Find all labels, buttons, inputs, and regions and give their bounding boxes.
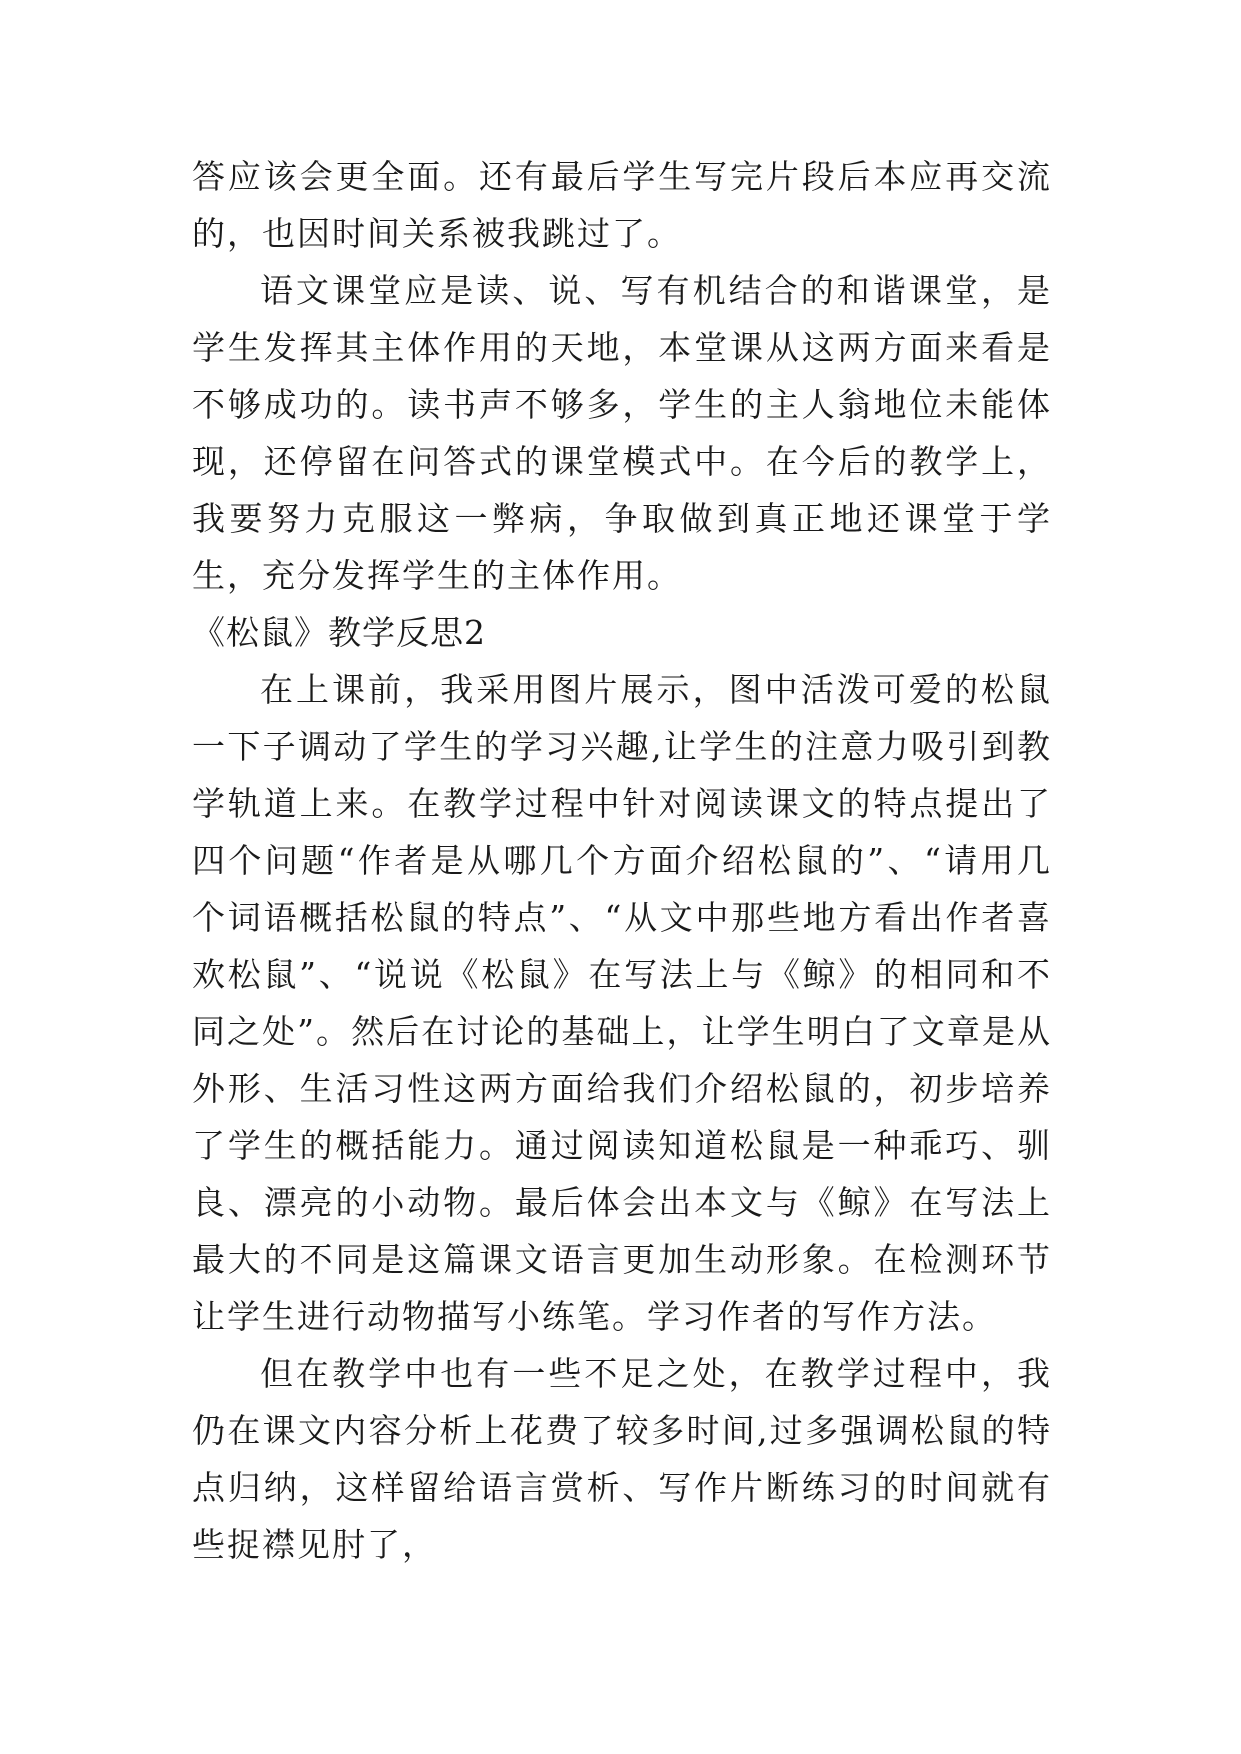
document-body bbox=[192, 148, 1052, 1573]
paragraph-lesson-process: 在上课前，我采用图片展示，图中活泼可爱的松鼠一下子调动了学生的学习兴趣,让学生的注意力吸引到教学轨道上来。在教学过程中针对阅读课文的特点提出了四个问题“作者是从哪几个方面介绍松鼠的”、“请用几个词语概括松鼠的特点”、“从文中那些地方看出作者喜欢松鼠”、“说说《松鼠》在写法上与《鲸》的相同和不同之处”。然后在讨论的基础上，让学生明白了文章是从外形、生活习性这两方面给我们介绍松鼠的，初步培养了学生的概括能力。通过阅读知道松鼠是一种乖巧、驯良、漂亮的小动物。最后体会出本文与《鲸》在写法上最大的不同是这篇课文语言更加生动形象。在检测环节让学生进行动物描写小练笔。学习作者的写作方法。 bbox=[192, 670, 1052, 1336]
section-heading: 《松鼠》教学反思2 bbox=[192, 613, 486, 652]
paragraph-classroom-reflection: 语文课堂应是读、说、写有机结合的和谐课堂，是学生发挥其主体作用的天地，本堂课从这两方面来看是不够成功的。读书声不够多，学生的主人翁地位未能体现，还停留在问答式的课堂模式中。在今后的教学上，我要努力克服这一弊病，争取做到真正地还课堂于学生，充分发挥学生的主体作用。 bbox=[192, 271, 1052, 595]
paragraph-shortcomings: 但在教学中也有一些不足之处，在教学过程中，我仍在课文内容分析上花费了较多时间,过多强调松鼠的特点归纳，这样留给语言赏析、写作片断练习的时间就有些捉襟见肘了， bbox=[192, 1354, 1052, 1564]
paragraph-continuation: 答应该会更全面。还有最后学生写完片段后本应再交流的，也因时间关系被我跳过了。 bbox=[192, 157, 1052, 253]
